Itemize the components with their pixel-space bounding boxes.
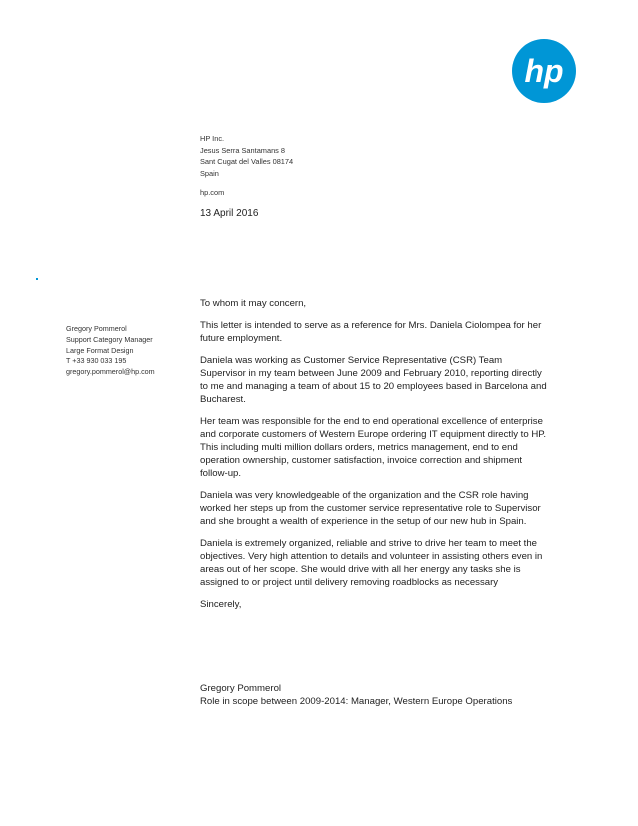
- sender-email: gregory.pommerol@hp.com: [66, 367, 155, 377]
- signature-role: Role in scope between 2009-2014: Manager, Western Europe Operations: [200, 696, 513, 707]
- sender-block: [66, 324, 155, 378]
- salutation: To whom it may concern,: [200, 298, 307, 309]
- signature-block: [200, 682, 512, 708]
- letter-body: [200, 297, 550, 620]
- company-name: HP Inc.: [200, 134, 225, 143]
- city: Sant Cugat del Valles 08174: [200, 157, 294, 167]
- street: Jesus Serra Santamans 8: [200, 145, 286, 155]
- country: Spain: [200, 168, 219, 178]
- paragraph: Daniela was very knowledgeable of the organization and the CSR role having worked her steps up from the customer service representative role to Supervisor and she brought a wealth of experience in the setup of our new hub in Spain.: [200, 490, 541, 527]
- letter-date: 13 April 2016: [200, 208, 259, 219]
- paragraph: Her team was responsible for the end to end operational excellence of enterprise and corporate customers of Western Europe ordering IT equipment directly to HP. This including multi million dollars orders, metrics management, end to end operation ownership, customer satisfaction, invoice correction and shipment follow-up.: [200, 416, 547, 479]
- sender-title: Support Category Manager: [66, 334, 153, 344]
- website: hp.com: [200, 188, 225, 197]
- signature-name: Gregory Pommerol: [200, 683, 282, 694]
- sender-name: Gregory Pommerol: [66, 324, 127, 333]
- bullet-mark: [36, 278, 38, 280]
- paragraph: This letter is intended to serve as a reference for Mrs. Daniela Ciolompea for her future employment.: [200, 320, 542, 344]
- sender-department: Large Format Design: [66, 345, 134, 355]
- sender-phone: T +33 930 033 195: [66, 356, 127, 366]
- company-address: [200, 133, 293, 179]
- paragraph: Daniela was working as Customer Service Representative (CSR) Team Supervisor in my team between June 2009 and February 2010, reporting directly to me and managing a team of about 15 to 20 employees based in Barcelona and Bucharest.: [200, 355, 547, 405]
- paragraph: Daniela is extremely organized, reliable and strive to drive her team to meet the objectives. Very high attention to details and volunteer in assisting others even in areas out of her scope. She would drive with all her energy any tasks she is assigned to or project until delivery removing roadblocks as necessary: [200, 538, 543, 588]
- hp-logo: [511, 38, 577, 104]
- closing: Sincerely,: [200, 599, 242, 610]
- hp-logo-text: hp: [524, 53, 564, 89]
- hp-logo-icon: [511, 38, 577, 104]
